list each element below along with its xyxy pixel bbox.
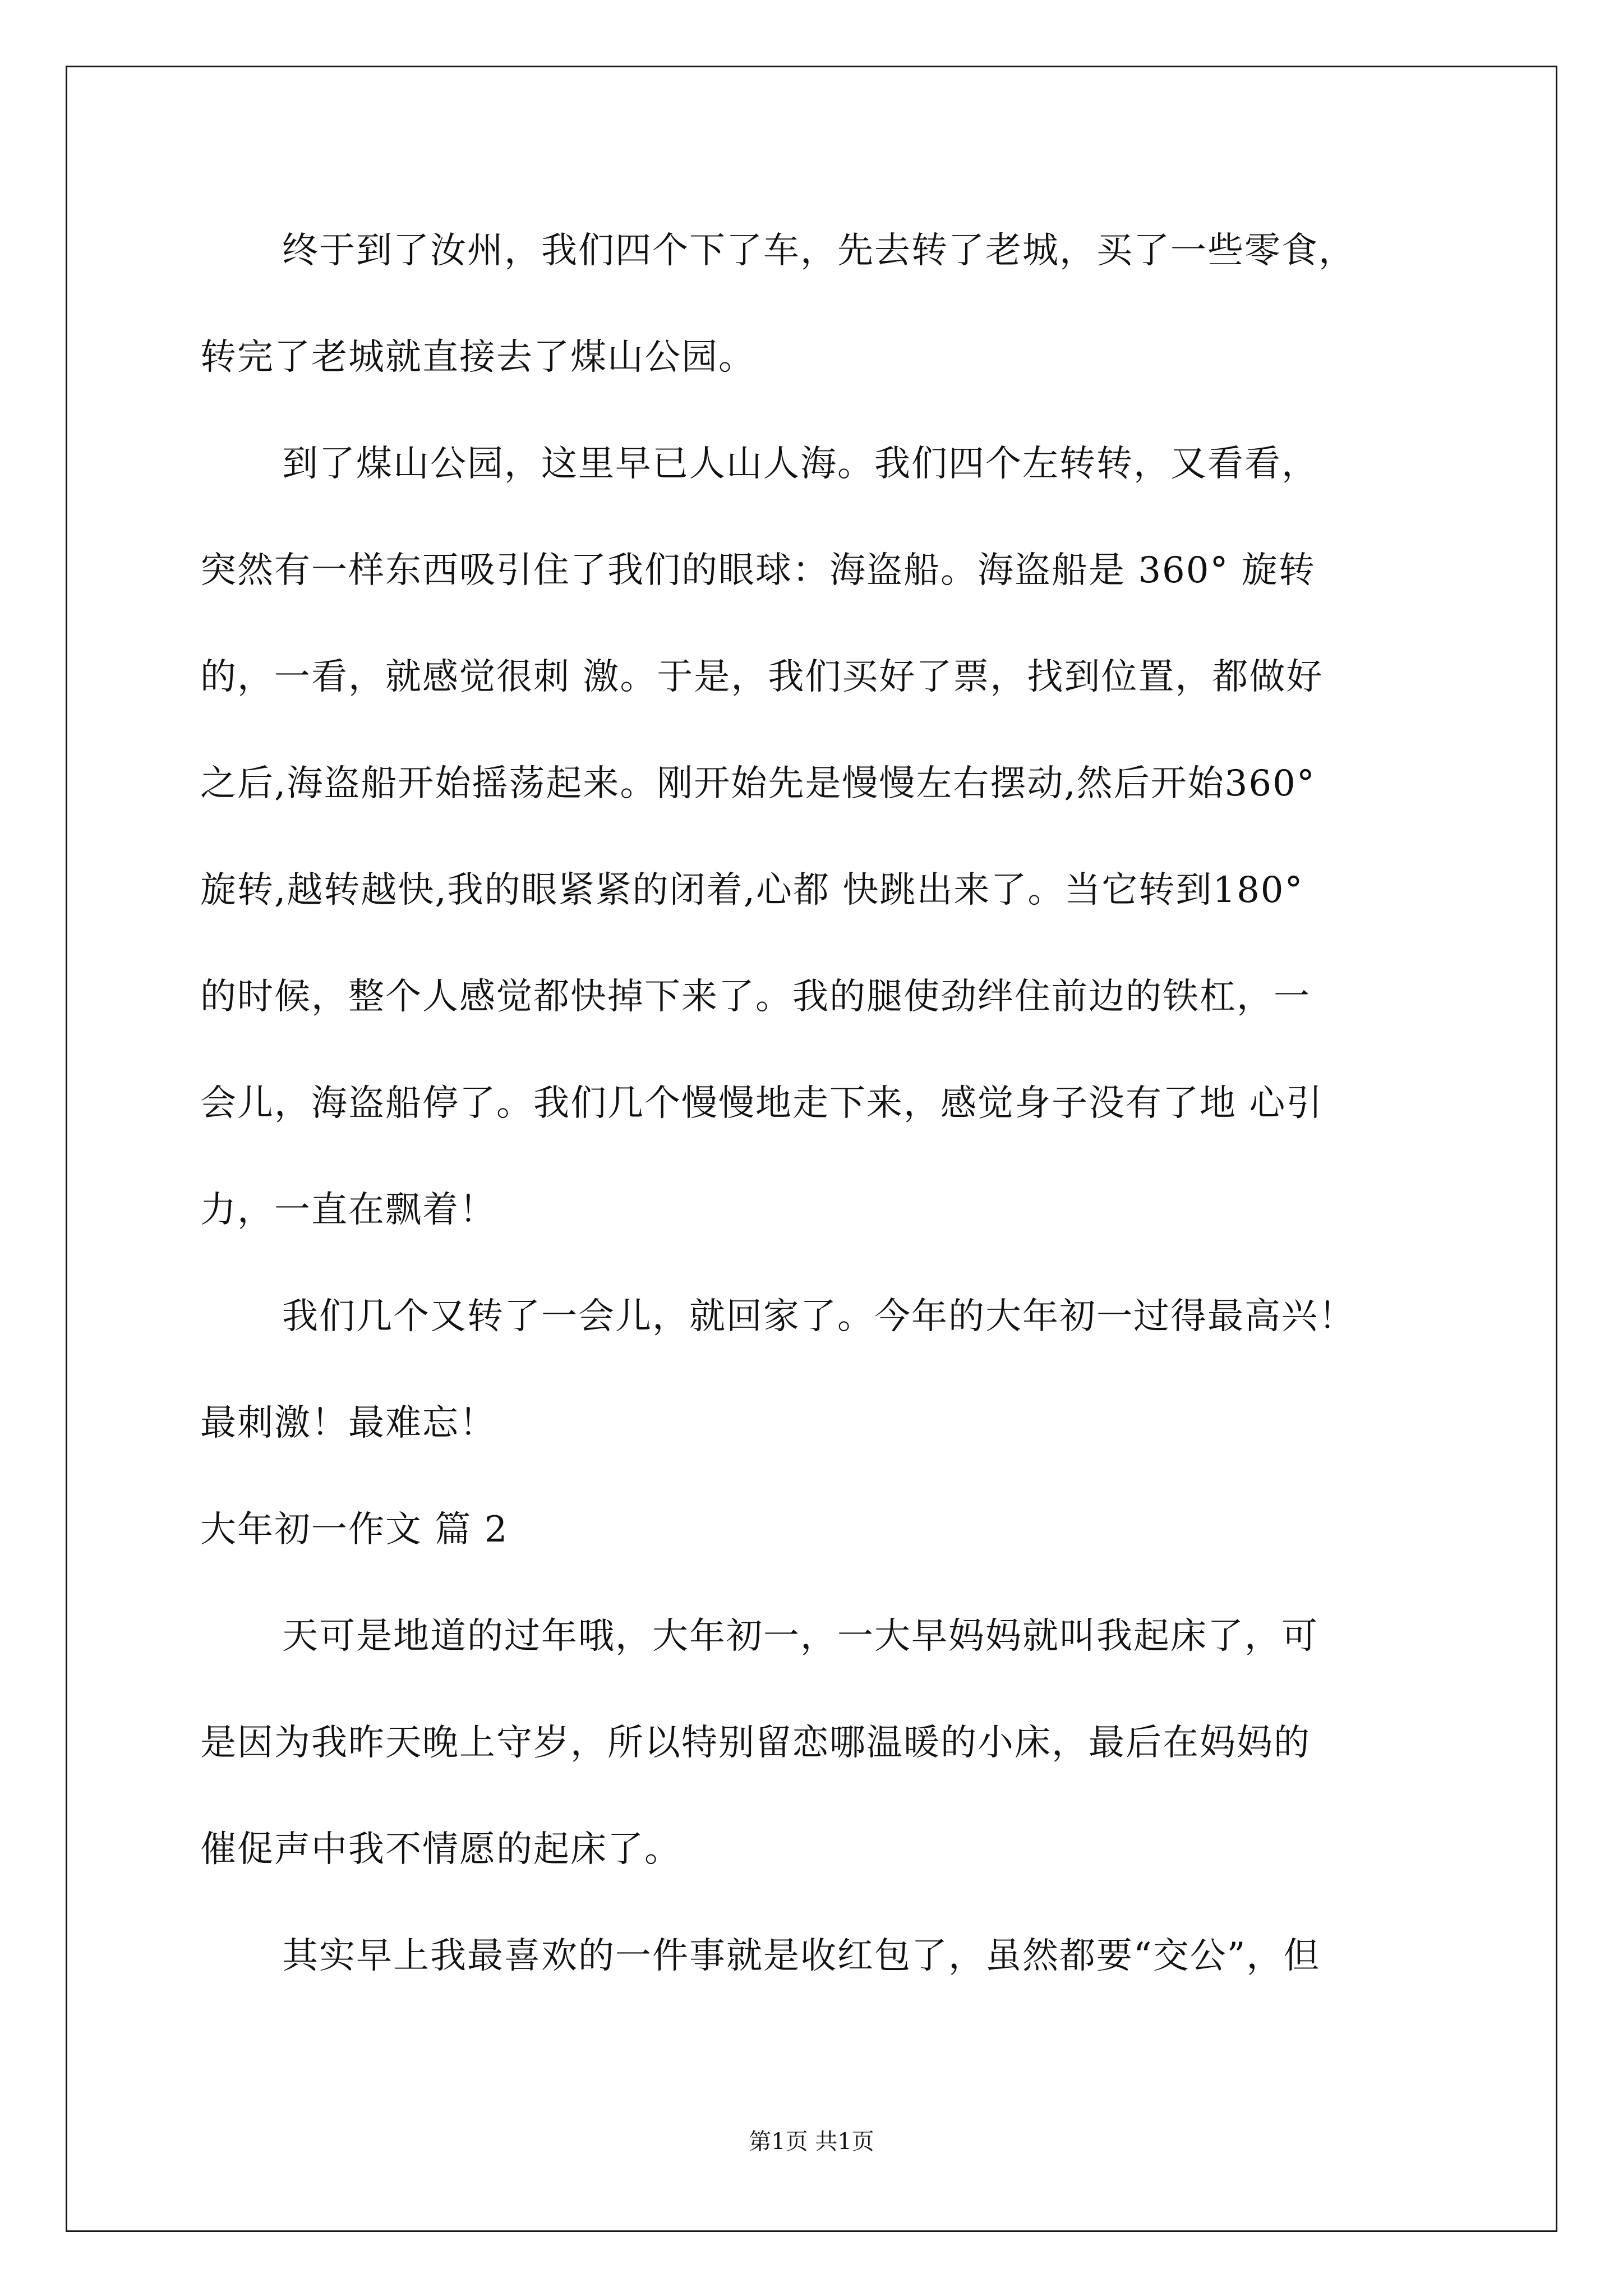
paragraph-line: 的时候，整个人感觉都快掉下来了。我的腿使劲绊住前边的铁杠，一 [200, 976, 1311, 1018]
paragraph-line: 终于到了汝州，我们四个下了车，先去转了老城，买了一些零食， [282, 230, 1355, 272]
paragraph-line: 其实早上我最喜欢的一件事就是收红包了，虽然都要“交公”，但 [282, 1935, 1321, 1977]
paragraph-line: 的，一看，就感觉很刺 激。于是，我们买好了票，找到位置，都做好 [200, 656, 1324, 698]
page-border [66, 66, 1557, 2232]
paragraph-line: 我们几个又转了一会儿，就回家了。今年的大年初一过得最高兴！ [282, 1296, 1355, 1337]
paragraph-line: 旋转,越转越快,我的眼紧紧的闭着,心都 快跳出来了。当它转到180° [200, 869, 1304, 911]
paragraph-line: 转完了老城就直接去了煤山公园。 [200, 337, 755, 378]
page-footer: 第1页 共1页 [749, 2129, 874, 2155]
paragraph-line: 最刺激！最难忘！ [200, 1402, 496, 1444]
paragraph-line: 天可是地道的过年哦，大年初一，一大早妈妈就叫我起床了，可 [282, 1616, 1318, 1657]
paragraph-line: 会儿，海盗船停了。我们几个慢慢地走下来，感觉身子没有了地 心引 [200, 1083, 1324, 1124]
paragraph-line: 到了煤山公园，这里早已人山人海。我们四个左转转，又看看， [282, 443, 1318, 485]
paragraph-line: 突然有一样东西吸引住了我们的眼球：海盗船。海盗船是 360° 旋转 [200, 550, 1316, 591]
paragraph-line: 催促声中我不情愿的起床了。 [200, 1829, 681, 1870]
section-heading: 大年初一作文 篇 2 [200, 1509, 509, 1550]
paragraph-line: 之后,海盗船开始摇荡起来。刚开始先是慢慢左右摆动,然后开始360° [200, 763, 1316, 804]
paragraph-line: 是因为我昨天晚上守岁，所以特别留恋哪温暖的小床，最后在妈妈的 [200, 1722, 1311, 1764]
paragraph-line: 力，一直在飘着！ [200, 1189, 496, 1231]
